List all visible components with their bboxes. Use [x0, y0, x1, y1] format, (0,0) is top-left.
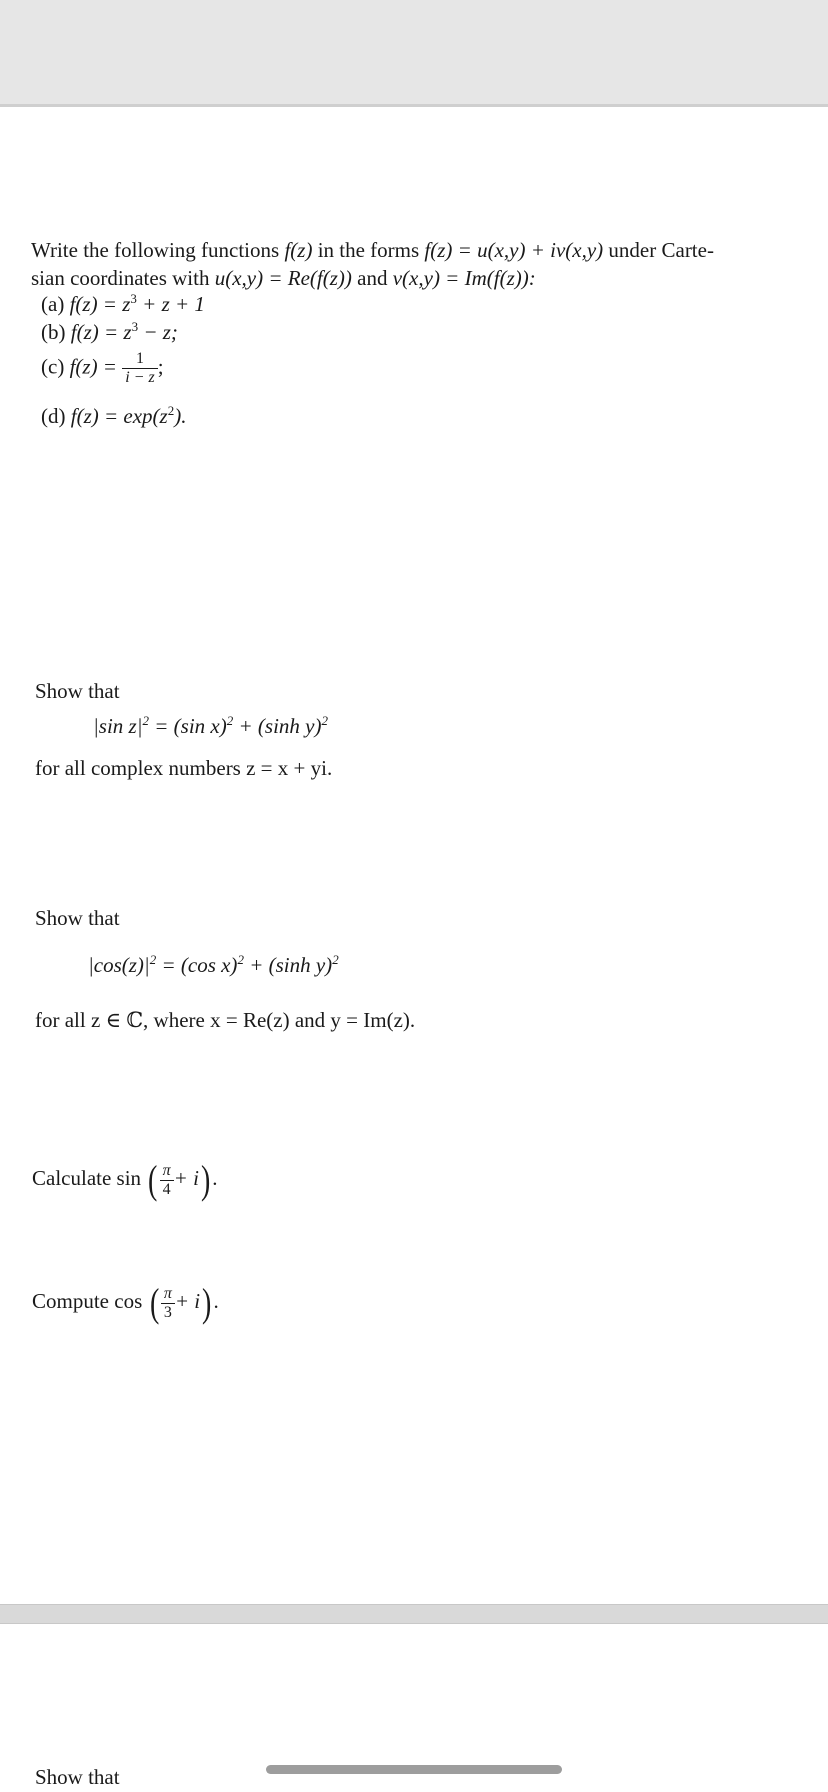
eq-square: 2: [237, 952, 244, 967]
eq-lhs: |cos(z)|: [88, 953, 150, 977]
eq-rhs-sinh: + (sinh y): [243, 953, 333, 977]
p1-item-a: [41, 292, 205, 317]
p5-compute: [32, 1280, 219, 1325]
p3-show-that: Show that: [35, 906, 120, 930]
eq-square: 2: [226, 713, 234, 728]
p1-item-b: [41, 320, 178, 345]
item-expr-tail: − z;: [138, 320, 178, 344]
item-expr: f(z) =: [69, 354, 117, 379]
p1-intro-text: Write the following functions: [31, 238, 280, 262]
fraction-denominator: 4: [162, 1180, 171, 1198]
eq-square: 2: [332, 952, 339, 967]
eq-rhs-cos: = (cos x): [156, 953, 238, 977]
item-exponent: 3: [131, 319, 139, 334]
item-expr: f(z) = z: [70, 320, 132, 344]
eq-square: 2: [142, 713, 149, 728]
home-indicator[interactable]: [266, 1765, 562, 1774]
fraction-numerator: 1: [122, 350, 157, 369]
p4-fraction: [160, 1162, 174, 1199]
item-label: (b): [41, 320, 66, 344]
top-toolbar-area: [0, 0, 828, 107]
p1-intro-forms: in the forms: [317, 238, 420, 262]
fraction-denominator: 3: [163, 1303, 172, 1321]
eq-square: 2: [149, 952, 157, 967]
p4-plus-i: + i: [173, 1165, 199, 1190]
p5-text: Compute cos: [32, 1288, 143, 1313]
p2-show-that: Show that: [35, 679, 120, 703]
p1-intro-carte: under Carte-: [608, 238, 714, 262]
period: .: [213, 1288, 219, 1313]
item-expr-tail: ).: [174, 404, 187, 428]
item-label: (a): [41, 292, 65, 316]
item-expr: f(z) = z: [69, 292, 131, 316]
eq-rhs-sinh: + (sinh y): [233, 714, 322, 738]
item-expr: f(z) = exp(z: [70, 404, 168, 428]
p1-item-c: [41, 350, 164, 387]
item-fraction: [122, 350, 157, 387]
p3-equation: [88, 953, 339, 978]
eq-square: 2: [321, 713, 328, 728]
item-label: (c): [41, 354, 65, 379]
p5-plus-i: + i: [174, 1288, 201, 1313]
eq-rhs-sin: = (sin x): [148, 714, 227, 738]
fraction-numerator: π: [160, 1162, 174, 1181]
left-paren: (: [149, 1280, 159, 1325]
p1-fz: f(z): [284, 238, 313, 262]
p1-u-equation: u(x,y) = Re(f(z)): [214, 266, 352, 290]
period: .: [212, 1165, 218, 1190]
page-separator: [0, 1604, 828, 1624]
problem-1-statement: [31, 236, 811, 292]
p1-item-d: [41, 404, 186, 429]
p2-tail: for all complex numbers z = x + yi.: [35, 756, 333, 780]
p1-v-equation: v(x,y) = Im(f(z)):: [392, 266, 536, 290]
p3-tail: for all z ∈ ℂ, where x = Re(z) and y = Im(z).: [35, 1008, 416, 1032]
right-paren: ): [200, 1157, 211, 1202]
item-exponent: 2: [167, 403, 175, 418]
right-paren: ): [202, 1280, 212, 1325]
item-expr-tail: ;: [157, 354, 164, 379]
fraction-denominator: i − z: [125, 369, 155, 386]
item-expr-tail: + z + 1: [136, 292, 205, 316]
p2-equation: [93, 714, 328, 739]
p6-show-that: Show that: [35, 1765, 120, 1789]
p4-text: Calculate sin: [32, 1165, 142, 1190]
fraction-numerator: π: [161, 1285, 175, 1304]
p4-calculate: [32, 1157, 218, 1202]
p5-fraction: [161, 1285, 175, 1322]
p1-form-equation: f(z) = u(x,y) + iv(x,y): [424, 238, 604, 262]
eq-lhs: |sin z|: [93, 714, 143, 738]
item-label: (d): [41, 404, 66, 428]
item-exponent: 3: [130, 291, 137, 306]
left-paren: (: [148, 1157, 158, 1202]
p1-and: and: [357, 266, 388, 290]
p1-intro-coords: sian coordinates with: [31, 266, 210, 290]
